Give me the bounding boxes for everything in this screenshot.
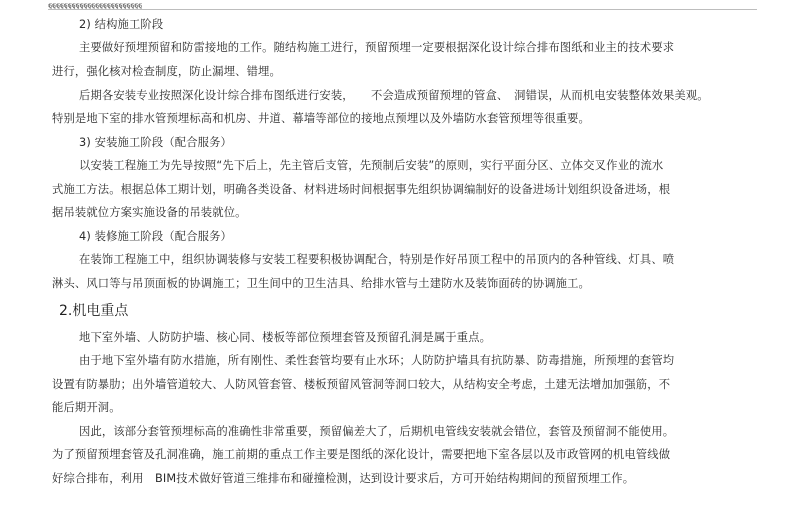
paragraph-line: 以安装工程施工为先导按照“先下后上，先主管后支管，先预制后安装”的原则，实行平面分区、立体交叉作业的流水: [79, 159, 664, 172]
paragraph-line: 式施工方法。根据总体工期计划，明确各类设备、材料进场时间根据事先组织协调编制好的设备进场计划组织设备进场，根: [52, 183, 671, 196]
paragraph-line: 在装饰工程施工中，组织协调装修与安装工程要积极协调配合，特别是作好吊顶工程中的吊顶内的各种管线、灯具、喷: [79, 253, 675, 266]
section-heading-installation: 3) 安装施工阶段（配合服务）: [79, 136, 232, 149]
paragraph-line: 设置有防暴肋；出外墙管道较大、人防风管套管、楼板预留风管洞等洞口较大，从结构安全考虑，土建无法增加加强筋，不: [52, 378, 671, 391]
paragraph-line: 地下室外墙、人防防护墙、核心同、楼板等部位预埋套管及预留孔洞是属于重点。: [79, 331, 492, 344]
paragraph-line: 因此，该部分套管预埋标高的准确性非常重要，预留偏差大了，后期机电管线安装就会错位，套管及预留洞不能使用。: [79, 425, 675, 438]
header-rule: [48, 9, 757, 10]
paragraph-line: 为了预留预埋套管及孔洞准确，施工前期的重点工作主要是图纸的深化设计，需要把地下室各层以及市政管网的机电管线做: [52, 448, 671, 461]
paragraph-line: 能后期开洞。: [52, 401, 121, 414]
header-decoration: ฐฐฐฐฐฐฐฐฐฐฐฐฐฐฐฐฐฐฐฐฐฐฐฐ: [48, 2, 142, 9]
paragraph-line: 特别是地下室的排水管预埋标高和机房、井道、幕墙等部位的接地点预埋以及外墙防水套管预埋等很重要。: [52, 112, 591, 125]
section-heading-key-points: 2.机电重点: [59, 303, 129, 319]
paragraph-line: 由于地下室外墙有防水措施，所有刚性、柔性套管均要有止水环；人防防护墙具有抗防暴、防毒措施，所预埋的套管均: [79, 354, 675, 367]
paragraph-line: 主要做好预埋预留和防雷接地的工作。随结构施工进行，预留预埋一定要根据深化设计综合排布图纸和业主的技术要求: [79, 41, 675, 54]
paragraph-line: 后期各安装专业按照深化设计综合排布图纸进行安装， 不会造成预留预埋的管盒、 洞错误，从而机电安装整体效果美观。: [79, 89, 709, 102]
section-heading-structure: 2) 结构施工阶段: [79, 18, 164, 31]
section-heading-decoration: 4) 装修施工阶段（配合服务）: [79, 230, 232, 243]
paragraph-line: 据吊装就位方案实施设备的吊装就位。: [52, 206, 247, 219]
paragraph-line: 淋头、风口等与吊顶面板的协调施工；卫生间中的卫生洁具、给排水管与土建防水及装饰面砖的协调施工。: [52, 277, 591, 290]
paragraph-line: 进行，强化核对检查制度，防止漏埋、错埋。: [52, 65, 281, 78]
paragraph-line: 好综合排布，利用 BIM技术做好管道三维排布和碰撞检测，达到设计要求后，方可开始结构期间的预留预埋工作。: [52, 472, 635, 485]
